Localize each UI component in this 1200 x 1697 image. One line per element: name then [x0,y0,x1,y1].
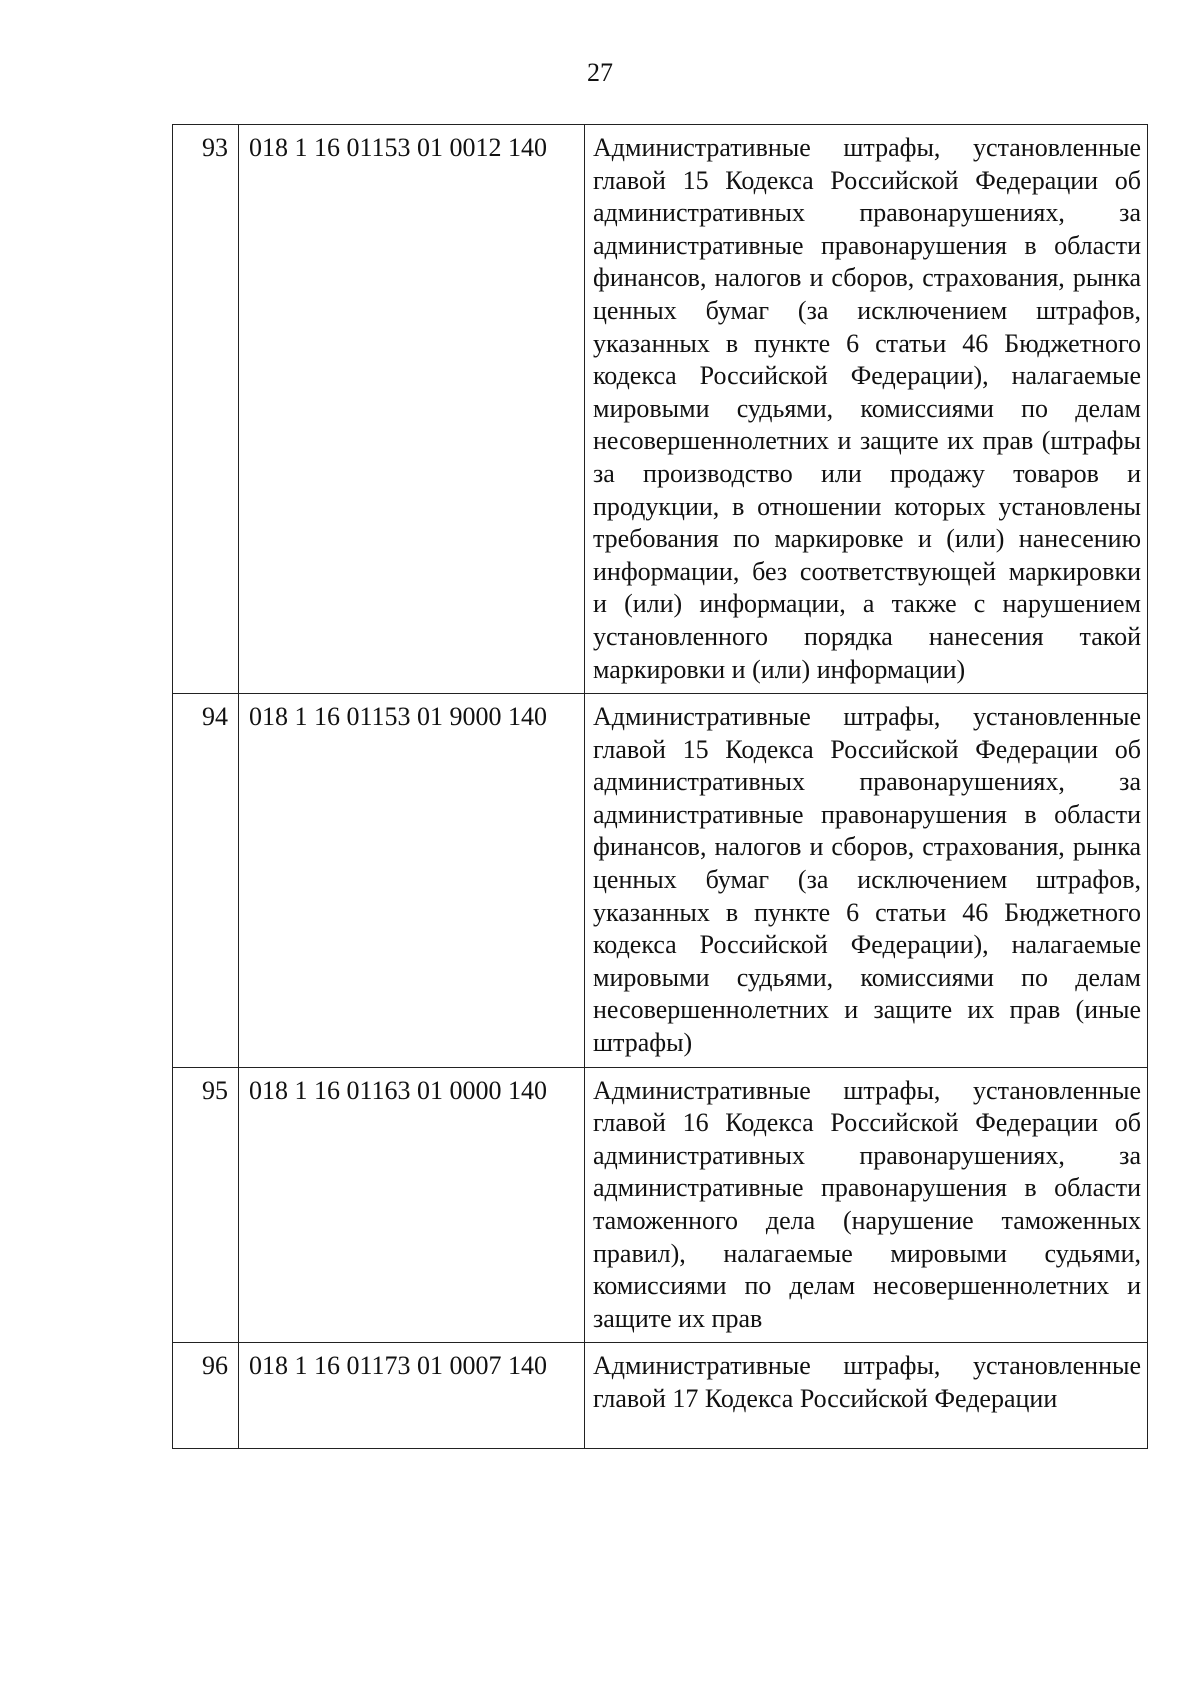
budget-code-table [172,124,1148,1449]
table-row [173,1343,1148,1449]
row-number: 93 [173,125,239,694]
row-number: 94 [173,694,239,1068]
budget-code: 018 1 16 01163 01 0000 140 [239,1067,585,1343]
page-number: 27 [587,58,613,87]
row-description: Административные штрафы, установленные главой 16 Кодекса Российской Федерации об административных правонарушениях, за административные правонарушения в области таможенного дела (нарушение таможенных правил), налагаемые мировыми судьями, комиссиями по делам несовершеннолетних и защите их прав [585,1067,1148,1343]
table-row [173,125,1148,694]
row-description: Административные штрафы, установленные главой 17 Кодекса Российской Федерации [585,1343,1148,1449]
budget-code: 018 1 16 01153 01 0012 140 [239,125,585,694]
row-number: 96 [173,1343,239,1449]
budget-code: 018 1 16 01173 01 0007 140 [239,1343,585,1449]
row-number: 95 [173,1067,239,1343]
table-row [173,694,1148,1068]
budget-code: 018 1 16 01153 01 9000 140 [239,694,585,1068]
row-description: Административные штрафы, установленные главой 15 Кодекса Российской Федерации об административных правонарушениях, за административные правонарушения в области финансов, налогов и сборов, страхования, рынка ценных бумаг (за исключением штрафов, указанных в пункте 6 статьи 46 Бюджетного кодекса Российской Федерации), налагаемые мировыми судьями, комиссиями по делам несовершеннолетних и защите их прав (иные штрафы) [585,694,1148,1068]
table-row [173,1067,1148,1343]
row-description: Административные штрафы, установленные главой 15 Кодекса Российской Федерации об административных правонарушениях, за административные правонарушения в области финансов, налогов и сборов, страхования, рынка ценных бумаг (за исключением штрафов, указанных в пункте 6 статьи 46 Бюджетного кодекса Российской Федерации), налагаемые мировыми судьями, комиссиями по делам несовершеннолетних и защите их прав (штрафы за производство или продажу товаров и продукции, в отношении которых установлены требования по маркировке и (или) нанесению информации, без соответствующей маркировки и (или) информации, а также с нарушением установленного порядка нанесения такой маркировки и (или) информации) [585,125,1148,694]
